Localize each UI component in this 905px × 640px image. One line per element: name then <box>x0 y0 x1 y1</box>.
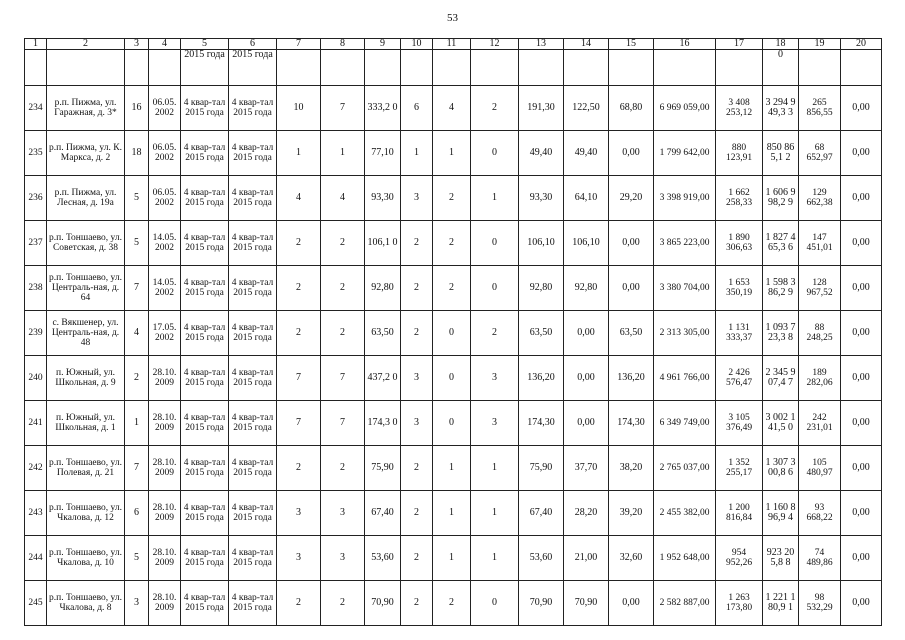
cell: 4 <box>433 86 471 131</box>
cell <box>609 50 654 86</box>
cell: 93,30 <box>519 176 564 221</box>
cell: 2 <box>321 221 365 266</box>
cell: 7 <box>321 86 365 131</box>
cell: 0,00 <box>841 131 882 176</box>
cell: 2 <box>471 86 519 131</box>
cell: 2 <box>321 581 365 626</box>
cell: 28.10. 2009 <box>149 491 181 536</box>
cell: 2 <box>433 176 471 221</box>
cell: 2 <box>401 536 433 581</box>
cell: 6 <box>401 86 433 131</box>
cell: 3 <box>277 491 321 536</box>
cell: 16 <box>125 86 149 131</box>
address-cell: р.п. Пижма, ул. К. Маркса, д. 2 <box>47 131 125 176</box>
cell: 2 455 382,00 <box>654 491 716 536</box>
cell: 3 <box>125 581 149 626</box>
cell: 49,40 <box>564 131 609 176</box>
cell: 1 352 255,17 <box>716 446 763 491</box>
cell: 75,90 <box>365 446 401 491</box>
cell: 191,30 <box>519 86 564 131</box>
cell <box>149 50 181 86</box>
cell: 0,00 <box>841 536 882 581</box>
cell: 3 <box>321 536 365 581</box>
cell: 2 <box>401 221 433 266</box>
row-number-cell: 236 <box>25 176 47 221</box>
address-cell: р.п. Тоншаево, ул. Советская, д. 38 <box>47 221 125 266</box>
column-header: 12 <box>471 39 519 50</box>
cell: 2 <box>321 266 365 311</box>
cell: 2 765 037,00 <box>654 446 716 491</box>
cell: 3 105 376,49 <box>716 401 763 446</box>
table-row <box>25 221 882 266</box>
cell: 2 <box>401 581 433 626</box>
cell: 28.10. 2009 <box>149 356 181 401</box>
cell: 2 <box>321 311 365 356</box>
cell: 4 квар-тал 2015 года <box>229 266 277 311</box>
cell: 4 <box>321 176 365 221</box>
address-cell: р.п. Пижма, ул. Гаражная, д. 3* <box>47 86 125 131</box>
cell: 174,30 <box>519 401 564 446</box>
table-row <box>25 311 882 356</box>
cell: 2 <box>125 356 149 401</box>
cell: 3 <box>277 536 321 581</box>
cell: 106,1 0 <box>365 221 401 266</box>
cell: 174,30 <box>609 401 654 446</box>
cell: 1 093 723,3 8 <box>763 311 799 356</box>
cell: 68 652,97 <box>799 131 841 176</box>
cell: 4 квар-тал 2015 года <box>229 581 277 626</box>
cell: 6 <box>125 491 149 536</box>
column-header: 6 <box>229 39 277 50</box>
table-row <box>25 86 882 131</box>
cell: 2 <box>277 311 321 356</box>
cell: 6 349 749,00 <box>654 401 716 446</box>
cell: 5 <box>125 221 149 266</box>
cell: 2 426 576,47 <box>716 356 763 401</box>
cell: 32,60 <box>609 536 654 581</box>
cell: 70,90 <box>519 581 564 626</box>
cell: 1 <box>433 131 471 176</box>
cell: 98 532,29 <box>799 581 841 626</box>
cell: 4 квар-тал 2015 года <box>181 266 229 311</box>
cell: 74 489,86 <box>799 536 841 581</box>
cell: 77,10 <box>365 131 401 176</box>
table-row <box>25 491 882 536</box>
cell: 2015 года <box>229 50 277 86</box>
address-cell: п. Южный, ул. Школьная, д. 1 <box>47 401 125 446</box>
cell: 2 <box>321 446 365 491</box>
cell: 28.10. 2009 <box>149 581 181 626</box>
cell: 4 <box>125 311 149 356</box>
page-number: 53 <box>447 12 458 24</box>
table-row <box>25 131 882 176</box>
column-header: 19 <box>799 39 841 50</box>
address-cell: р.п. Тоншаево, ул. Чкалова, д. 12 <box>47 491 125 536</box>
cell: 75,90 <box>519 446 564 491</box>
cell: 2015 года <box>181 50 229 86</box>
cell: 2 <box>401 311 433 356</box>
cell: 70,90 <box>365 581 401 626</box>
cell: 0,00 <box>609 266 654 311</box>
cell: 3 002 141,5 0 <box>763 401 799 446</box>
cell: 1 131 333,37 <box>716 311 763 356</box>
cell: 49,40 <box>519 131 564 176</box>
cell: 3 <box>321 491 365 536</box>
cell: 0,00 <box>841 581 882 626</box>
cell: 29,20 <box>609 176 654 221</box>
cell: 850 865,1 2 <box>763 131 799 176</box>
cell: 1 799 642,00 <box>654 131 716 176</box>
cell: 28.10. 2009 <box>149 401 181 446</box>
cell <box>25 50 47 86</box>
cell: 63,50 <box>609 311 654 356</box>
cell: 4 квар-тал 2015 года <box>229 491 277 536</box>
address-cell: р.п. Тоншаево, ул. Чкалова, д. 10 <box>47 536 125 581</box>
column-header: 7 <box>277 39 321 50</box>
cell: 7 <box>321 356 365 401</box>
cell: 2 <box>277 581 321 626</box>
cell: 1 890 306,63 <box>716 221 763 266</box>
cell: 4 квар-тал 2015 года <box>229 221 277 266</box>
cell: 3 408 253,12 <box>716 86 763 131</box>
cell: 2 345 907,4 7 <box>763 356 799 401</box>
table-row <box>25 446 882 491</box>
cell: 63,50 <box>519 311 564 356</box>
table-row <box>25 266 882 311</box>
cell: 0,00 <box>841 311 882 356</box>
cell: 4 квар-тал 2015 года <box>229 536 277 581</box>
column-number-row <box>25 39 882 50</box>
cell: 10 <box>277 86 321 131</box>
column-header: 4 <box>149 39 181 50</box>
cell: 0 <box>433 311 471 356</box>
cell: 67,40 <box>519 491 564 536</box>
cell <box>365 50 401 86</box>
cell: 53,60 <box>519 536 564 581</box>
cell: 14.05. 2002 <box>149 266 181 311</box>
cell: 0,00 <box>841 176 882 221</box>
cell: 3 <box>401 176 433 221</box>
cell: 21,00 <box>564 536 609 581</box>
cell: 2 <box>433 221 471 266</box>
row-number-cell: 239 <box>25 311 47 356</box>
cell: 0,00 <box>564 311 609 356</box>
cell: 4 квар-тал 2015 года <box>181 491 229 536</box>
cell: 1 200 816,84 <box>716 491 763 536</box>
cell: 437,2 0 <box>365 356 401 401</box>
cell: 106,10 <box>564 221 609 266</box>
cell: 1 <box>471 176 519 221</box>
cell: 0,00 <box>609 221 654 266</box>
row-number-cell: 243 <box>25 491 47 536</box>
cell: 4 квар-тал 2015 года <box>181 356 229 401</box>
cell: 92,80 <box>564 266 609 311</box>
cell: 0,00 <box>564 401 609 446</box>
cell: 4 квар-тал 2015 года <box>229 176 277 221</box>
cell: 3 398 919,00 <box>654 176 716 221</box>
column-header: 3 <box>125 39 149 50</box>
cell: 105 480,97 <box>799 446 841 491</box>
cell: 4 961 766,00 <box>654 356 716 401</box>
cell: 2 <box>277 221 321 266</box>
cell: 0,00 <box>841 221 882 266</box>
cell: 1 827 465,3 6 <box>763 221 799 266</box>
cell: 1 <box>401 131 433 176</box>
cell: 128 967,52 <box>799 266 841 311</box>
cell: 7 <box>277 401 321 446</box>
cell: 92,80 <box>365 266 401 311</box>
cell: 0 <box>433 401 471 446</box>
column-header: 8 <box>321 39 365 50</box>
cell: 265 856,55 <box>799 86 841 131</box>
cell: 0,00 <box>841 446 882 491</box>
cell: 923 205,8 8 <box>763 536 799 581</box>
cell: 129 662,38 <box>799 176 841 221</box>
cell: 1 <box>277 131 321 176</box>
cell: 67,40 <box>365 491 401 536</box>
address-cell: р.п. Тоншаево, ул. Полевая, д. 21 <box>47 446 125 491</box>
cell: 4 квар-тал 2015 года <box>229 446 277 491</box>
cell: 0,00 <box>841 86 882 131</box>
column-header: 5 <box>181 39 229 50</box>
cell: 1 <box>433 536 471 581</box>
table-row <box>25 176 882 221</box>
address-cell: р.п. Пижма, ул. Лесная, д. 19а <box>47 176 125 221</box>
cell: 3 <box>471 356 519 401</box>
cell: 2 <box>433 581 471 626</box>
row-number-cell: 235 <box>25 131 47 176</box>
row-number-cell: 237 <box>25 221 47 266</box>
cell: 333,2 0 <box>365 86 401 131</box>
cell: 53,60 <box>365 536 401 581</box>
cell: 4 квар-тал 2015 года <box>181 86 229 131</box>
cell: 1 <box>471 491 519 536</box>
cell <box>433 50 471 86</box>
cell: 106,10 <box>519 221 564 266</box>
cell: 3 <box>401 401 433 446</box>
table-row <box>25 356 882 401</box>
cell: 0 <box>471 581 519 626</box>
cell: 1 <box>433 491 471 536</box>
cell: 2 <box>277 446 321 491</box>
cell: 2 <box>433 266 471 311</box>
cell: 0,00 <box>841 491 882 536</box>
address-cell: п. Южный, ул. Школьная, д. 9 <box>47 356 125 401</box>
cell: 147 451,01 <box>799 221 841 266</box>
cell: 7 <box>125 266 149 311</box>
continuation-row <box>25 50 882 86</box>
cell: 06.05. 2002 <box>149 86 181 131</box>
cell: 68,80 <box>609 86 654 131</box>
cell: 1 <box>433 446 471 491</box>
row-number-cell: 244 <box>25 536 47 581</box>
cell: 7 <box>277 356 321 401</box>
cell: 3 380 704,00 <box>654 266 716 311</box>
cell: 7 <box>321 401 365 446</box>
address-cell: р.п. Тоншаево, ул. Централь-ная, д. 64 <box>47 266 125 311</box>
cell: 6 969 059,00 <box>654 86 716 131</box>
cell: 3 294 949,3 3 <box>763 86 799 131</box>
cell: 0,00 <box>564 356 609 401</box>
cell <box>654 50 716 86</box>
cell <box>321 50 365 86</box>
cell: 0 <box>471 221 519 266</box>
cell: 88 248,25 <box>799 311 841 356</box>
row-number-cell: 245 <box>25 581 47 626</box>
cell: 2 313 305,00 <box>654 311 716 356</box>
cell: 93,30 <box>365 176 401 221</box>
row-number-cell: 241 <box>25 401 47 446</box>
cell: 1 263 173,80 <box>716 581 763 626</box>
column-header: 13 <box>519 39 564 50</box>
cell: 0,00 <box>841 401 882 446</box>
cell: 242 231,01 <box>799 401 841 446</box>
cell: 174,3 0 <box>365 401 401 446</box>
column-header: 16 <box>654 39 716 50</box>
cell: 4 квар-тал 2015 года <box>181 221 229 266</box>
cell: 37,70 <box>564 446 609 491</box>
cell: 4 квар-тал 2015 года <box>181 581 229 626</box>
cell: 880 123,91 <box>716 131 763 176</box>
column-header: 17 <box>716 39 763 50</box>
cell: 38,20 <box>609 446 654 491</box>
cell: 1 606 998,2 9 <box>763 176 799 221</box>
cell: 4 квар-тал 2015 года <box>181 401 229 446</box>
column-header: 11 <box>433 39 471 50</box>
cell: 70,90 <box>564 581 609 626</box>
cell: 3 <box>471 401 519 446</box>
cell: 0,00 <box>841 356 882 401</box>
cell: 17.05. 2002 <box>149 311 181 356</box>
cell: 0,00 <box>609 131 654 176</box>
cell: 28.10. 2009 <box>149 446 181 491</box>
address-cell: с. Вякшенер, ул. Централь-ная, д. 48 <box>47 311 125 356</box>
cell: 7 <box>125 446 149 491</box>
cell: 06.05. 2002 <box>149 131 181 176</box>
cell: 1 <box>471 536 519 581</box>
table-row <box>25 401 882 446</box>
table-row <box>25 581 882 626</box>
cell: 1 662 258,33 <box>716 176 763 221</box>
cell: 64,10 <box>564 176 609 221</box>
cell: 0,00 <box>609 581 654 626</box>
cell: 2 <box>277 266 321 311</box>
cell <box>401 50 433 86</box>
cell: 06.05. 2002 <box>149 176 181 221</box>
cell: 92,80 <box>519 266 564 311</box>
column-header: 15 <box>609 39 654 50</box>
row-number-cell: 240 <box>25 356 47 401</box>
cell: 4 квар-тал 2015 года <box>181 536 229 581</box>
column-header: 9 <box>365 39 401 50</box>
column-header: 18 <box>763 39 799 50</box>
cell <box>277 50 321 86</box>
cell: 2 <box>401 266 433 311</box>
cell: 39,20 <box>609 491 654 536</box>
cell: 3 865 223,00 <box>654 221 716 266</box>
cell: 0 <box>471 266 519 311</box>
cell: 5 <box>125 176 149 221</box>
table-row <box>25 536 882 581</box>
cell: 1 221 180,9 1 <box>763 581 799 626</box>
row-number-cell: 238 <box>25 266 47 311</box>
cell: 1 <box>125 401 149 446</box>
cell <box>125 50 149 86</box>
cell: 2 <box>471 311 519 356</box>
row-number-cell: 234 <box>25 86 47 131</box>
cell: 0 <box>471 131 519 176</box>
cell: 4 квар-тал 2015 года <box>181 131 229 176</box>
cell <box>716 50 763 86</box>
cell <box>47 50 125 86</box>
cell: 14.05. 2002 <box>149 221 181 266</box>
column-header: 1 <box>25 39 47 50</box>
address-cell: р.п. Тоншаево, ул. Чкалова, д. 8 <box>47 581 125 626</box>
cell: 0,00 <box>841 266 882 311</box>
cell: 1 653 350,19 <box>716 266 763 311</box>
cell <box>564 50 609 86</box>
row-number-cell: 242 <box>25 446 47 491</box>
cell: 0 <box>763 50 799 86</box>
column-header: 2 <box>47 39 125 50</box>
column-header: 14 <box>564 39 609 50</box>
column-header: 10 <box>401 39 433 50</box>
column-header: 20 <box>841 39 882 50</box>
cell: 122,50 <box>564 86 609 131</box>
cell: 1 952 648,00 <box>654 536 716 581</box>
cell: 3 <box>401 356 433 401</box>
cell: 136,20 <box>519 356 564 401</box>
cell: 4 квар-тал 2015 года <box>229 86 277 131</box>
cell: 4 <box>277 176 321 221</box>
cell: 954 952,26 <box>716 536 763 581</box>
cell: 2 582 887,00 <box>654 581 716 626</box>
cell <box>841 50 882 86</box>
cell: 2 <box>401 491 433 536</box>
cell: 28.10. 2009 <box>149 536 181 581</box>
cell: 1 <box>471 446 519 491</box>
cell: 4 квар-тал 2015 года <box>229 356 277 401</box>
cell: 1 307 300,8 6 <box>763 446 799 491</box>
cell <box>471 50 519 86</box>
cell: 28,20 <box>564 491 609 536</box>
cell: 4 квар-тал 2015 года <box>229 311 277 356</box>
cell: 1 160 896,9 4 <box>763 491 799 536</box>
cell: 4 квар-тал 2015 года <box>229 401 277 446</box>
cell: 63,50 <box>365 311 401 356</box>
cell <box>799 50 841 86</box>
cell: 93 668,22 <box>799 491 841 536</box>
cell: 5 <box>125 536 149 581</box>
cell: 4 квар-тал 2015 года <box>229 131 277 176</box>
cell: 2 <box>401 446 433 491</box>
housing-table <box>24 38 882 626</box>
cell: 1 598 386,2 9 <box>763 266 799 311</box>
cell: 136,20 <box>609 356 654 401</box>
cell: 4 квар-тал 2015 года <box>181 176 229 221</box>
cell: 0 <box>433 356 471 401</box>
cell: 4 квар-тал 2015 года <box>181 311 229 356</box>
cell: 189 282,06 <box>799 356 841 401</box>
cell: 18 <box>125 131 149 176</box>
cell: 1 <box>321 131 365 176</box>
cell: 4 квар-тал 2015 года <box>181 446 229 491</box>
cell <box>519 50 564 86</box>
